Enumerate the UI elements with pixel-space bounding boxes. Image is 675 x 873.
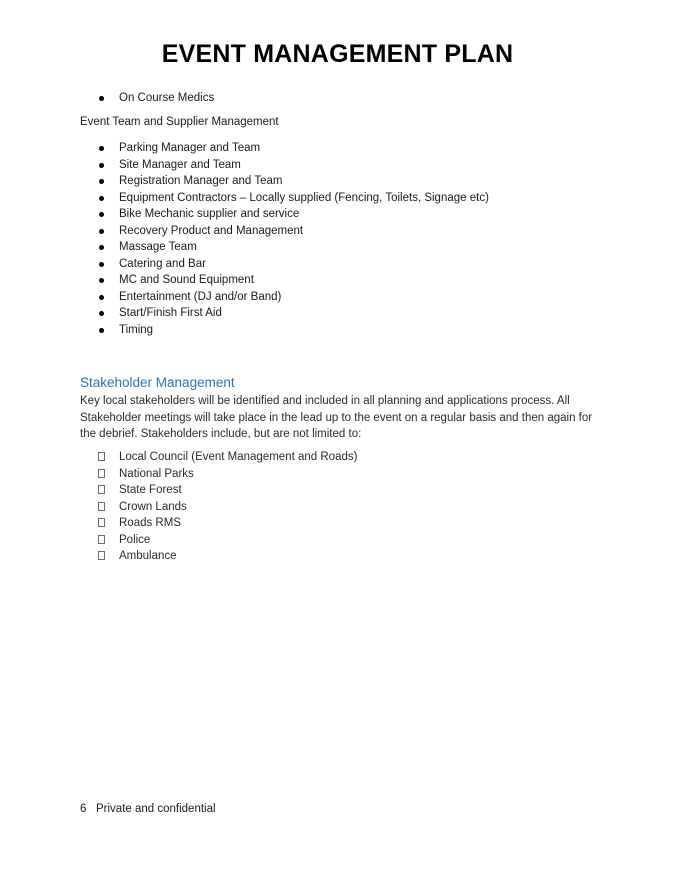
bullet-icon bbox=[99, 229, 104, 234]
list-item-label: Police bbox=[119, 533, 151, 546]
stakeholder-paragraph: Key local stakeholders will be identified and included in all planning and applications process. All Stakeholder meetings will take place in the lead up to the event on a regular basis and then again for the debrief. Stakeholders include, but are not limited to: bbox=[80, 395, 593, 440]
bullet-icon bbox=[99, 196, 104, 201]
bullet-icon bbox=[99, 328, 104, 333]
list-item-label: Registration Manager and Team bbox=[119, 175, 283, 187]
list-item-label: MC and Sound Equipment bbox=[119, 274, 254, 286]
bullet-icon bbox=[99, 245, 104, 250]
bullet-icon bbox=[99, 96, 104, 101]
list-item-label: Equipment Contractors – Locally supplied (Fencing, Toilets, Signage etc) bbox=[119, 191, 489, 204]
list-item-label: Massage Team bbox=[119, 241, 197, 253]
list-item-label: Start/Finish First Aid bbox=[119, 307, 222, 319]
list-item-label: Catering and Bar bbox=[119, 257, 206, 270]
page-footer bbox=[80, 803, 216, 815]
bullet-icon bbox=[99, 262, 104, 267]
list-item-label: Site Manager and Team bbox=[119, 158, 241, 171]
list-item-label: Crown Lands bbox=[119, 500, 187, 513]
list-item-label: On Course Medics bbox=[119, 92, 215, 104]
list-item-label: Local Council (Event Management and Roads) bbox=[119, 451, 358, 463]
list-item-label: Timing bbox=[119, 323, 154, 336]
bullet-icon bbox=[99, 295, 104, 300]
checkbox-square-icon bbox=[98, 452, 105, 461]
footer-text: Private and confidential bbox=[96, 803, 216, 815]
page-title: EVENT MANAGEMENT PLAN bbox=[161, 40, 514, 68]
checkbox-square-icon bbox=[98, 535, 105, 544]
checkbox-square-icon bbox=[98, 551, 105, 560]
page-number: 6 bbox=[80, 803, 87, 815]
bullet-icon bbox=[99, 163, 104, 168]
bullet-icon bbox=[99, 311, 104, 316]
checkbox-square-icon bbox=[98, 469, 105, 478]
bullet-icon bbox=[99, 179, 104, 184]
list-item-label: Ambulance bbox=[119, 550, 177, 562]
list-item-label: National Parks bbox=[119, 467, 194, 480]
bullet-icon bbox=[99, 146, 104, 151]
checkbox-square-icon bbox=[98, 518, 105, 527]
bullet-icon bbox=[99, 212, 104, 217]
event-team-heading: Event Team and Supplier Management bbox=[80, 116, 279, 128]
checkbox-square-icon bbox=[98, 502, 105, 511]
stakeholder-heading: Stakeholder Management bbox=[80, 375, 235, 390]
list-item-label: Entertainment (DJ and/or Band) bbox=[119, 290, 282, 303]
checkbox-square-icon bbox=[98, 485, 105, 494]
list-item-label: Recovery Product and Management bbox=[119, 224, 304, 237]
list-item-label: Bike Mechanic supplier and service bbox=[119, 208, 300, 220]
list-item-label: Parking Manager and Team bbox=[119, 142, 261, 154]
list-item-label: Roads RMS bbox=[119, 517, 181, 529]
bullet-icon bbox=[99, 278, 104, 283]
list-item-label: State Forest bbox=[119, 484, 182, 496]
